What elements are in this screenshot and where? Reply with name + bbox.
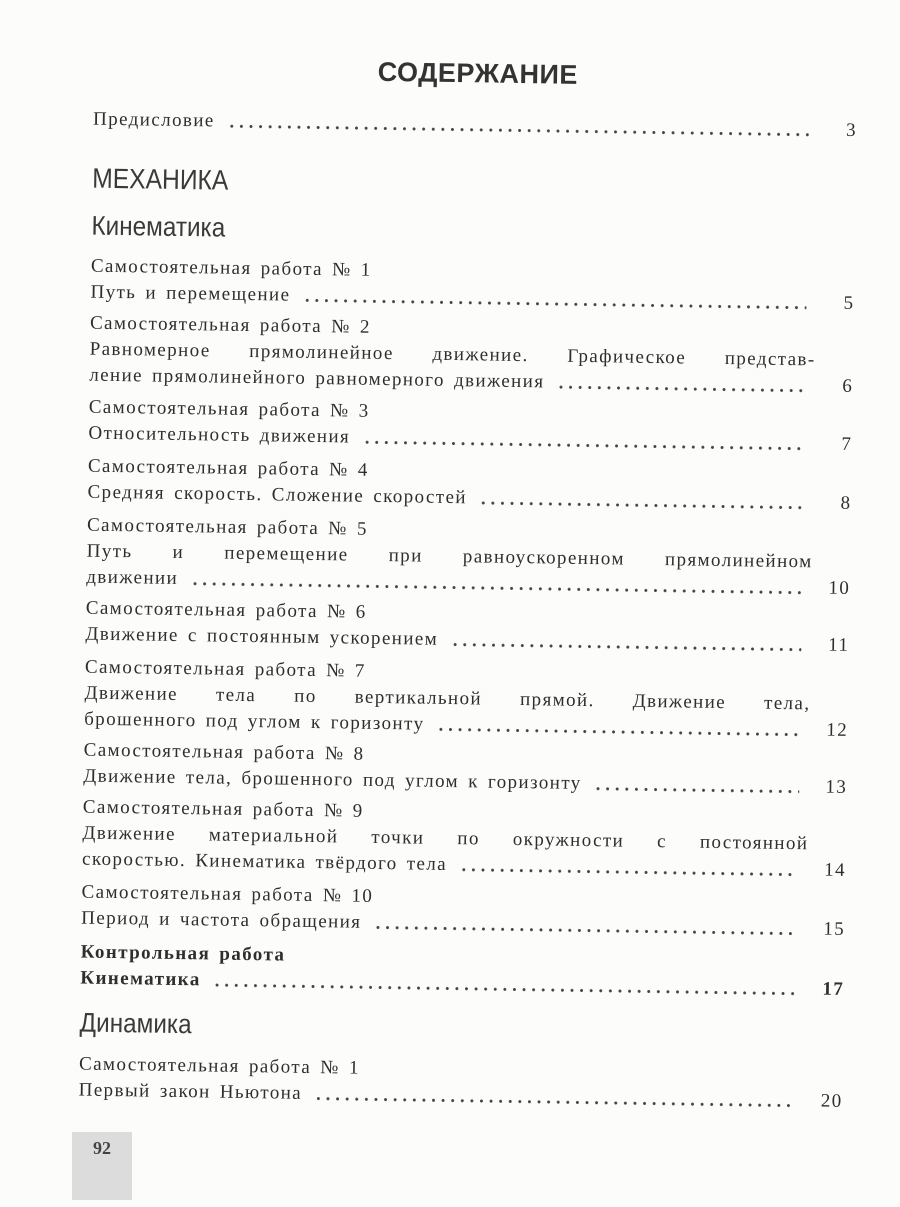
- toc-entry-title: Средняя скорость. Сложение скоростей: [87, 481, 468, 509]
- dot-leader: [556, 380, 805, 394]
- toc-entry-kicker: Самостоятельная работа № 4: [87, 455, 369, 481]
- subsection-heading-dynamics: Динамика: [79, 1007, 192, 1040]
- toc-entry[interactable]: [81, 880, 846, 943]
- toc-page-number: 6: [842, 375, 854, 397]
- dot-leader: [479, 495, 804, 510]
- toc-entry-kicker: Контрольная работа: [80, 941, 286, 966]
- toc-page-number: 5: [843, 292, 855, 314]
- toc-entry-title: Движение с постоянным ускорением: [85, 623, 439, 650]
- toc-entry-title: скоростью. Кинематика твёрдого тела: [81, 848, 448, 875]
- dot-leader: [302, 293, 806, 310]
- toc-entry[interactable]: [78, 1052, 843, 1115]
- toc-page-number: 12: [826, 719, 849, 741]
- toc-entry-title-line: Путь и перемещение при равноускоренном прямолинейном: [86, 540, 813, 573]
- toc-page-number: 14: [824, 859, 847, 881]
- toc-entry[interactable]: [86, 513, 851, 602]
- dot-leader: [373, 920, 797, 936]
- toc-page-number: 3: [845, 119, 858, 141]
- toc-page-number: 17: [822, 978, 845, 1000]
- toc-entry-kicker: Самостоятельная работа № 10: [81, 881, 374, 907]
- toc-entry-title: Первый закон Ньютона: [78, 1079, 303, 1104]
- page-title: СОДЕРЖАНИЕ: [377, 56, 579, 90]
- toc-entry-kicker: Самостоятельная работа № 2: [89, 312, 371, 338]
- toc-entry[interactable]: [87, 454, 852, 517]
- dot-leader: [227, 119, 809, 138]
- dot-leader: [190, 576, 802, 595]
- toc-entry-kicker: Самостоятельная работа № 1: [78, 1053, 360, 1079]
- toc-entry[interactable]: [84, 655, 849, 744]
- dot-leader: [314, 1091, 795, 1108]
- toc-entry-title-line: Равномерное прямолинейное движение. Графическое представ-: [89, 338, 816, 371]
- toc-entry[interactable]: [85, 596, 850, 659]
- section-heading: МЕХАНИКА: [91, 162, 229, 196]
- toc-entry-title: Относительность движения: [88, 422, 351, 448]
- toc-entry[interactable]: [83, 738, 848, 801]
- toc-page-number: 13: [825, 776, 848, 798]
- toc-entry-title: брошенного под углом к горизонту: [84, 708, 425, 735]
- toc-entry-kicker: Самостоятельная работа № 1: [90, 255, 372, 281]
- toc-page-number: 15: [823, 918, 846, 940]
- toc-entry[interactable]: [82, 795, 847, 884]
- toc-entry-title: Кинематика: [80, 967, 201, 991]
- toc-entry-title: ление прямолинейного равномерного движения: [89, 364, 545, 393]
- toc-entry[interactable]: [88, 395, 853, 458]
- toc-entry-kicker: Самостоятельная работа № 9: [82, 796, 364, 822]
- dot-leader: [436, 722, 800, 737]
- subsection-heading-kinematics: Кинематика: [91, 210, 226, 243]
- dot-leader: [362, 435, 804, 452]
- toc-page-number: 7: [841, 433, 853, 455]
- toc-entry[interactable]: [89, 311, 854, 400]
- toc-page-number: 20: [820, 1090, 843, 1112]
- dot-leader: [594, 781, 800, 794]
- toc-entry-preface[interactable]: [93, 107, 857, 144]
- dot-leader: [213, 978, 797, 997]
- toc-entry-title: Период и частота обращения: [81, 907, 362, 933]
- dot-leader: [459, 862, 798, 877]
- dot-leader: [450, 637, 801, 652]
- toc-entry-kicker: Самостоятельная работа № 8: [83, 739, 365, 765]
- page-number-box: [72, 1132, 132, 1200]
- page-number: 92: [93, 1138, 111, 1158]
- toc-entry-kicker: Самостоятельная работа № 3: [88, 396, 370, 422]
- toc-entry-label: Предисловие: [92, 108, 215, 132]
- toc-entry[interactable]: [90, 254, 855, 317]
- toc-entry-title: Движение тела, брошенного под углом к горизонту: [83, 765, 582, 794]
- toc-entry-title: Путь и перемещение: [90, 281, 291, 306]
- toc-page-number: 11: [828, 634, 850, 656]
- toc-page-number: 8: [840, 492, 852, 514]
- toc-entry-kicker: Самостоятельная работа № 5: [86, 514, 368, 540]
- toc-entry-title: движении: [86, 566, 179, 589]
- toc-entry-kicker: Самостоятельная работа № 7: [84, 656, 366, 682]
- toc-entry-title-line: Движение материальной точки по окружности с постоянной: [82, 822, 809, 855]
- toc-page-number: 10: [828, 577, 851, 599]
- toc-entry-title-line: Движение тела по вертикальной прямой. Движение тела,: [84, 682, 811, 715]
- toc-entry[interactable]: [80, 940, 845, 1003]
- toc-entry-kicker: Самостоятельная работа № 6: [85, 597, 367, 623]
